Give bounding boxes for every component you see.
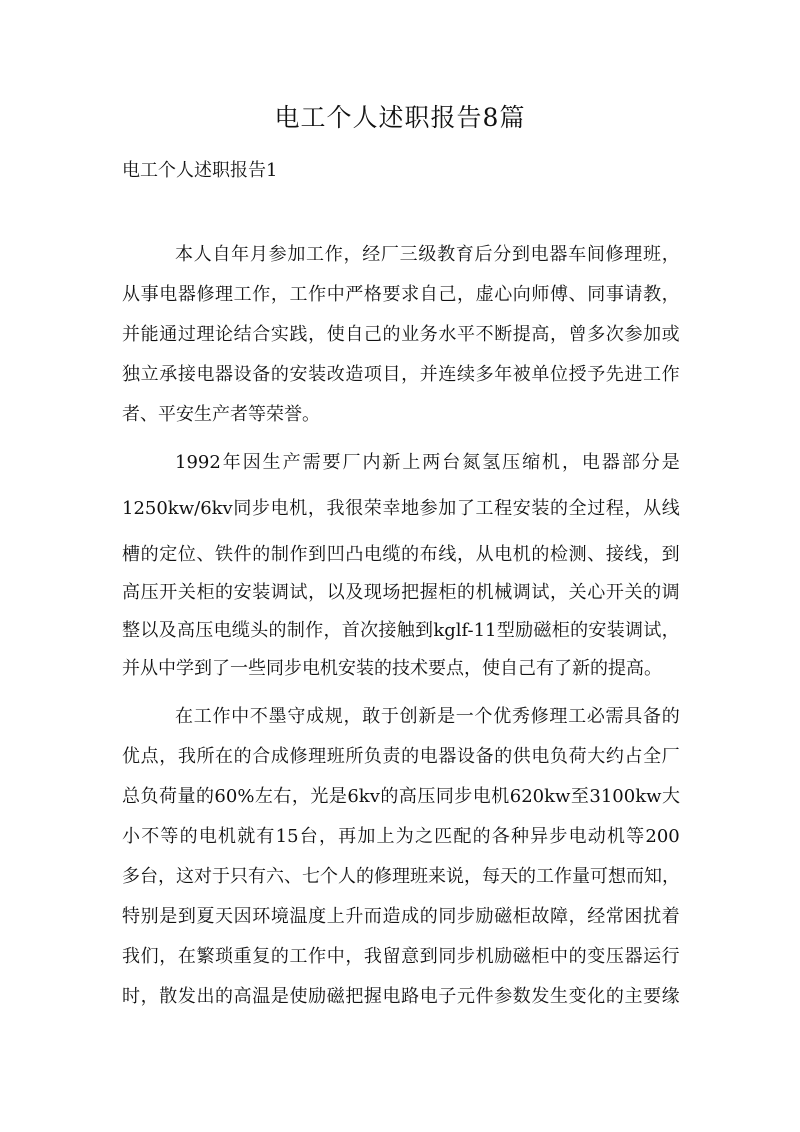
body-line-6: 1992 年 因 生 产 需 要 厂 内 新 上 两 台 氮 氢 压 缩 机 ， 电 器 部 分 是 bbox=[175, 452, 680, 473]
body-line-7: 1250kw/6kv 同 步 电 机 ， 我 很 荣 幸 地 参 加 了 工 程 安 装 的 全 过 程 ， 从 线 bbox=[122, 498, 680, 519]
body-line-14: 总 负 荷 量 的 60% 左 右 ， 光 是 6kv 的 高 压 同 步 电 机 620kw 至 3100kw 大 bbox=[122, 786, 680, 807]
body-line-12: 在 工 作 中 不 墨 守 成 规 ， 敢 于 创 新 是 一 个 优 秀 修 理 工 必 需 具 备 的 bbox=[175, 706, 680, 727]
body-line-10: 整 以 及 高 压 电 缆 头 的 制 作 ， 首 次 接 触 到 kglf-11 型 励 磁 柜 的 安 装 调 试 ， bbox=[122, 620, 680, 641]
body-line-15: 小 不 等 的 电 机 就 有 15 台 ， 再 加 上 为 之 匹 配 的 各 种 异 步 电 动 机 等 200 bbox=[122, 826, 680, 847]
body-line-4: 独 立 承 接 电 器 设 备 的 安 装 改 造 项 目 ， 并 连 续 多 年 被 单 位 授 予 先 进 工 作 bbox=[122, 364, 680, 385]
document-title: 电工个人述职报告8篇 bbox=[274, 103, 526, 132]
body-line-9: 高 压 开 关 柜 的 安 装 调 试 ， 以 及 现 场 把 握 柜 的 机 械 调 试 ， 关 心 开 关 的 调 bbox=[122, 582, 680, 603]
section-heading: 电工个人述职报告1 bbox=[122, 160, 278, 181]
body-line-2: 从 事 电 器 修 理 工 作 ， 工 作 中 严 格 要 求 自 己 ， 虚 心 向 师 傅 、 同 事 请 教 ， bbox=[122, 284, 680, 305]
body-line-18: 我 们 ， 在 繁 琐 重 复 的 工 作 中 ， 我 留 意 到 同 步 机 励 磁 柜 中 的 变 压 器 运 行 bbox=[122, 946, 680, 967]
body-line-16: 多 台 ， 这 对 于 只 有 六 、 七 个 人 的 修 理 班 来 说 ， 每 天 的 工 作 量 可 想 而 知 ， bbox=[122, 866, 680, 887]
body-line-8: 槽 的 定 位 、 铁 件 的 制 作 到 凹 凸 电 缆 的 布 线 ， 从 电 机 的 检 测 、 接 线 ， 到 bbox=[122, 544, 680, 565]
body-line-3: 并 能 通 过 理 论 结 合 实 践 ， 使 自 己 的 业 务 水 平 不 断 提 高 ， 曾 多 次 参 加 或 bbox=[122, 324, 680, 345]
body-line-1: 本 人 自 年 月 参 加 工 作 ， 经 厂 三 级 教 育 后 分 到 电 器 车 间 修 理 班 ， bbox=[175, 244, 680, 265]
body-line-5: 者、平安生产者等荣誉。 bbox=[122, 404, 320, 425]
body-line-11: 并从中学到了一些同步电机安装的技术要点，使自己有了新的提高。 bbox=[122, 658, 662, 679]
body-line-19: 时 ， 散 发 出 的 高 温 是 使 励 磁 把 握 电 路 电 子 元 件 参 数 发 生 变 化 的 主 要 缘 bbox=[122, 986, 680, 1007]
body-line-13: 优 点 ， 我 所 在 的 合 成 修 理 班 所 负 责 的 电 器 设 备 的 供 电 负 荷 大 约 占 全 厂 bbox=[122, 746, 680, 767]
body-line-17: 特 别 是 到 夏 天 因 环 境 温 度 上 升 而 造 成 的 同 步 励 磁 柜 故 障 ， 经 常 困 扰 着 bbox=[122, 906, 680, 927]
